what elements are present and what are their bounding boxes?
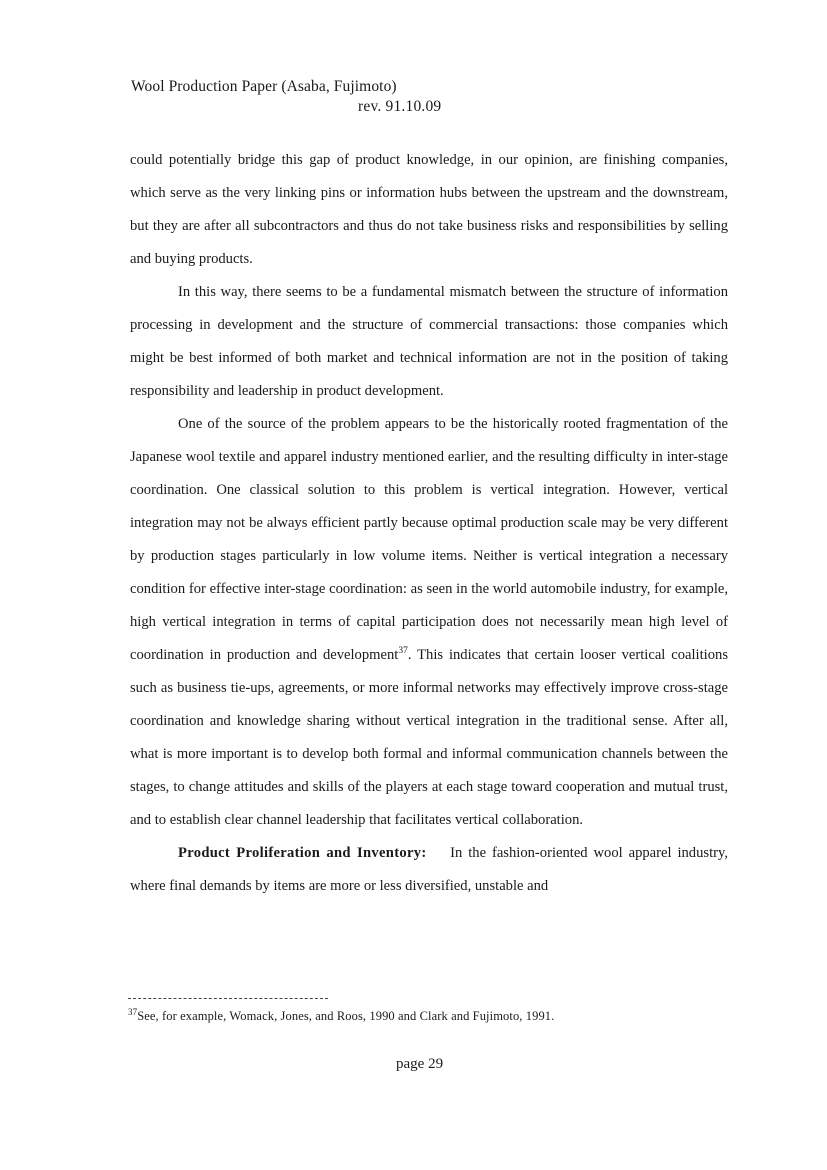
footnote-text: See, for example, Womack, Jones, and Roos, 1990 and Clark and Fujimoto, 1991. [137, 1009, 555, 1023]
footnote-reference: 37 [398, 646, 408, 656]
paragraph-3 [130, 408, 728, 837]
paragraph-4-text: In the fashion-oriented wool apparel industry, where final demands by items are more or less diversified, unstable and [130, 845, 728, 894]
footnote [128, 1009, 554, 1024]
footnote-divider [128, 998, 328, 999]
paragraph-4 [130, 837, 728, 903]
section-run-in-heading: Product Proliferation and Inventory: [178, 845, 427, 861]
paragraph-3-text-b: . This indicates that certain looser vertical coalitions such as business tie-ups, agreements, or more informal networks may effectively improve cross-stage coordination and knowledge sharing without vertical integration in the traditional sense. After all, what is more important is to develop both formal and informal communication channels between the stages, to change attitudes and skills of the players at each stage toward cooperation and mutual trust, and to establish clear channel leadership that facilitates vertical collaboration. [130, 647, 728, 828]
page-number: page 29 [396, 1056, 444, 1072]
body-text [130, 144, 728, 903]
paper-title: Wool Production Paper (Asaba, Fujimoto) [131, 78, 397, 95]
paragraph-2: In this way, there seems to be a fundamental mismatch between the structure of information processing in development and the structure of commercial transactions: those companies which might be best informed of both market and technical information are not in the position of taking responsibility and leadership in product development. [130, 284, 728, 399]
paragraph-3-text-a: One of the source of the problem appears to be the historically rooted fragmentation of the Japanese wool textile and apparel industry mentioned earlier, and the resulting difficulty in inter-stage coordination. One classical solution to this problem is vertical integration. However, vertical integration may not be always efficient partly because optimal production scale may be very different by production stages particularly in low volume items. Neither is vertical integration a necessary condition for effective inter-stage coordination: as seen in the world automobile industry, for example, high vertical integration in terms of capital participation does not necessarily mean high level of coordination in production and development [130, 416, 728, 663]
footnote-number: 37 [128, 1007, 138, 1017]
paragraph-1: could potentially bridge this gap of product knowledge, in our opinion, are finishing companies, which serve as the very linking pins or information hubs between the upstream and the downstream, but they are after all subcontractors and thus do not take business risks and responsibilities by selling and buying products. [130, 152, 728, 267]
revision-date: rev. 91.10.09 [358, 98, 442, 115]
